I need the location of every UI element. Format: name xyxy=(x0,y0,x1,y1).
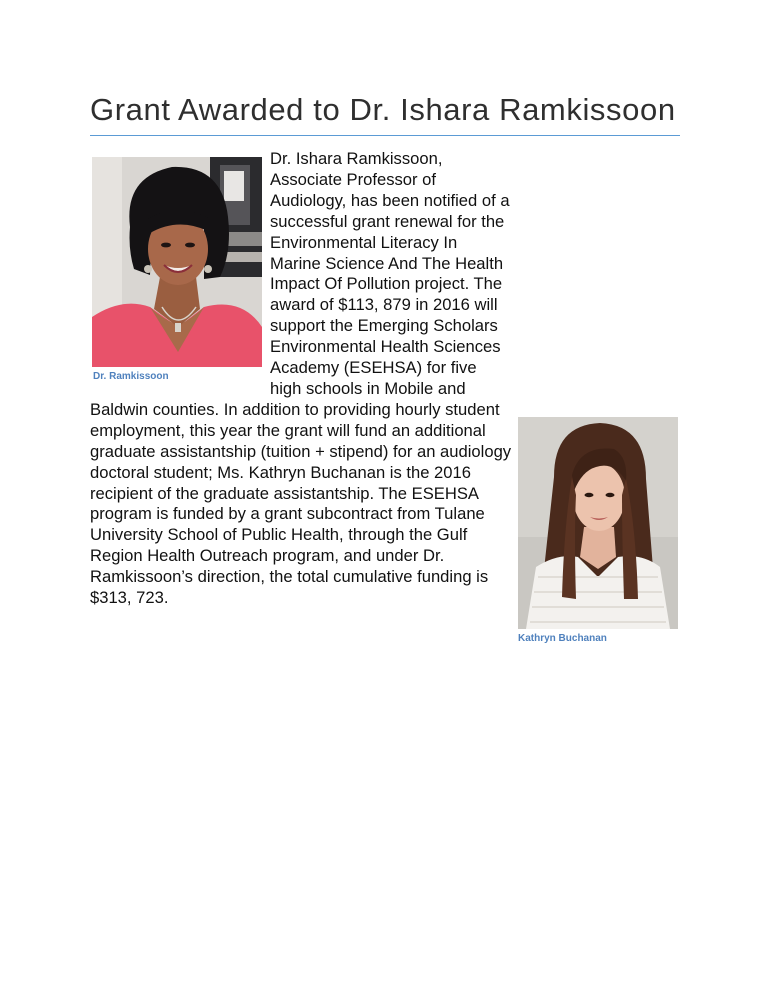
caption-buchanan: Kathryn Buchanan xyxy=(518,633,607,644)
title-divider xyxy=(90,135,680,136)
figure-ramkissoon xyxy=(90,149,270,381)
article-paragraph: Dr. Ishara Ramkissoon, Associate Professor of Audiology, has been notified of a successful grant renewal for the Environmental Literacy In Marine Science And The Health Impact Of Pollution project. The award of $113, 879 in 2016 will support the Emerging Scholars Environmental Health Sciences Academy (ESEHSA) for five high schools in Mobile and Baldwin counties. In addition to providing hourly student employment, this year the grant will fund an additional graduate assistantship (tuition + stipend) for an audiology doctoral student; Ms. Kathryn Buchanan is the 2016 recipient of the graduate assistantship. The ESEHSA program is funded by a grant subcontract from Tulane University School of Public Health, through the Gulf Region Health Outreach program, and under Dr. Ramkissoon’s direction, the total cumulative funding is $313, 723. xyxy=(90,149,512,608)
photo-buchanan xyxy=(518,417,678,629)
photo-ramkissoon xyxy=(92,157,262,367)
figure-buchanan xyxy=(512,405,682,645)
caption-ramkissoon: Dr. Ramkissoon xyxy=(93,371,169,382)
article-body xyxy=(90,149,682,645)
page-title: Grant Awarded to Dr. Ishara Ramkissoon xyxy=(90,92,676,127)
